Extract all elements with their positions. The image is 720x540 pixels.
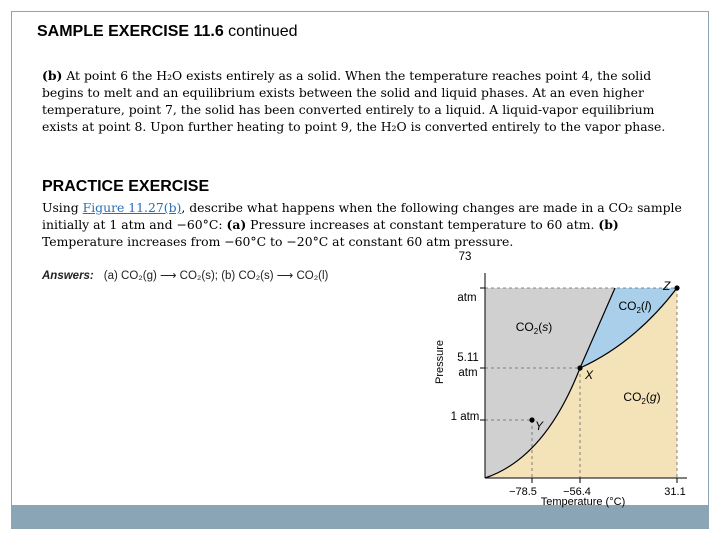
practice-line-2: initially at 1 atm and −60°C: (a) Pressure increases at constant temperature to 60 atm. (b) [42,217,619,232]
practice-line-1: Using Figure 11.27(b), describe what happens when the following changes are made in a CO₂ sample [42,200,682,215]
page-title: SAMPLE EXERCISE 11.6 continued [37,23,298,40]
practice-line-3: Temperature increases from −60°C to −20°C at constant 60 atm pressure. [42,234,514,249]
y-tick-label-73-value: 73 [458,251,472,263]
sample-line-3: temperature, point 7, the solid has been converted entirely to a liquid. A liquid-vapor equilibrium [42,102,655,117]
y-tick-label-511-unit: atm [458,367,478,379]
y-tick-label-73-unit: atm [457,292,477,304]
gas-region-label: $CO_2(g)$ [623,390,661,406]
y-tick-label-511-value: 5.11 [457,352,479,364]
x-tick-label-564: −56.4 [563,486,591,498]
answers: Answers: (a) CO₂(g) ⟶ CO₂(s); (b) CO₂(s) ⟶ CO₂(l) [42,270,329,282]
x-tick-label-311: 31.1 [664,486,686,498]
practice-heading: PRACTICE EXERCISE [42,178,210,195]
x-axis-label-visible: Temperature (°C) [540,496,626,508]
figure-link[interactable]: Figure 11.27(b) [82,200,182,215]
y-axis-label: Pressure [434,339,446,385]
phase-diagram [425,248,695,508]
sample-exercise-text [42,67,672,135]
point-x-label: X [585,368,594,382]
x-ticks [532,478,677,483]
point-y [529,417,534,422]
liquid-region-label: $CO_2(l)$ [618,299,652,315]
point-x [577,365,582,370]
point-z-label: Z [663,279,671,293]
practice-exercise-text [42,199,682,250]
point-z [674,285,679,290]
solid-region-label: $CO_2(s)$ [515,320,553,336]
footer-bar [12,505,708,528]
x-tick-label-785: −78.5 [509,486,537,498]
y-ticks [480,288,485,420]
sample-line-4: exists at point 8. Upon further heating to point 9, the H₂O is converted entirely to the vapor phase. [42,119,666,134]
point-y-label: Y [535,419,544,433]
sample-line-2: begins to melt and an equilibrium exists between the solid and liquid phases. At an even higher [42,85,644,100]
y-tick-label-1: 1 atm [450,411,480,423]
sample-line-1: (b) At point 6 the H₂O exists entirely as a solid. When the temperature reaches point 4, the solid [42,68,652,83]
